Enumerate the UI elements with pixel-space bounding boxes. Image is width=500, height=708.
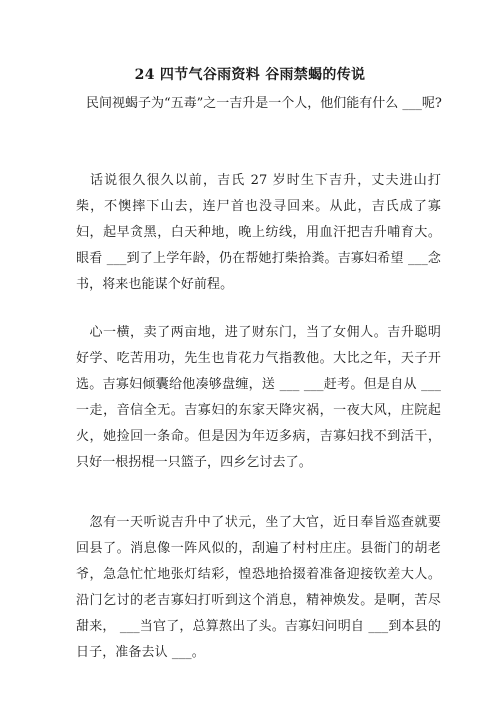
paragraph-2 [76,320,441,476]
paragraph-2-text: 心一横，卖了两亩地，进了财东门，当了女佣人。吉升聪明好学、吃苦用功，先生也肯花力气指教他。大比之年，天子开选。吉寡妇倾囊给他凑够盘缠，送 ___ ___赶考。但是自从 ___一走，音信全无。吉寡妇的东家天降灾祸，一夜大风，庄院起火，她捡回一条命。但是因为年迈多病，吉寡妇找不到活干，只好一根拐棍一只篮子，四乡乞讨去了。 [76,325,441,470]
intro-line: 民间视蝎子为“五毒”之一吉升是一个人，他们能有什么 ___呢? [86,96,442,111]
document-title: 24 四节气谷雨资料 谷雨禁蝎的传说 [134,67,366,83]
paragraph-3 [76,510,441,666]
paragraph-3-text: 忽有一天听说吉升中了状元，坐了大官，近日奉旨巡查就要回县了。消息像一阵风似的，刮遍了村村庄庄。县衙门的胡老爷，急急忙忙地张灯结彩，惶恐地拾掇着准备迎接钦差大人。沿门乞讨的老吉寡妇打听到这个消息，精神焕发。是啊，苦尽甜来， ___当官了，总算熬出了头。吉寡妇问明自 ___到本县的日子，准备去认 ___。 [76,515,441,660]
paragraph-1-text: 话说很久很久以前，吉氏 27 岁时生下吉升，丈夫进山打柴，不懊摔下山去，连尸首也没寻回来。从此，吉氏成了寡妇，起早贪黑，白天种地，晚上纺线，用血汗把吉升哺育大。眼看 ___到了上学年龄，仍在帮她打柴拾粪。吉寡妇希望 ___念书，将来也能谋个好前程。 [76,173,441,292]
paragraph-1 [76,168,441,298]
